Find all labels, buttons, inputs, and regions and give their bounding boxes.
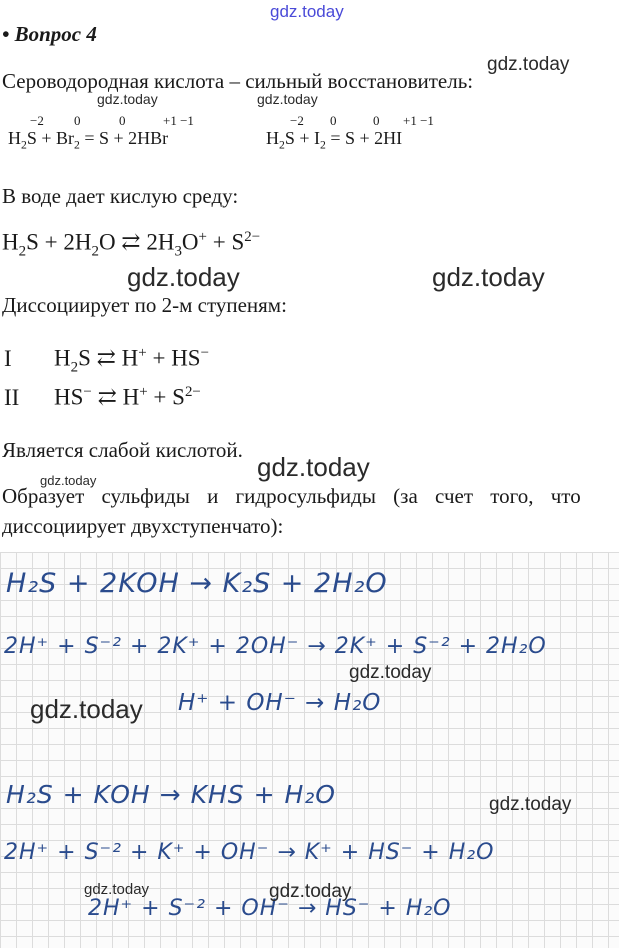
question-title: • Вопрос 4 [2, 22, 97, 46]
dissociation-step-2: II HS− ⇄ $H^+ + S^{2-}$ [4, 384, 201, 410]
text-line-1: Сероводородная кислота – сильный восстановитель: [2, 69, 474, 93]
oxidation-state: 0 [330, 113, 337, 128]
watermark-top: gdz.today [270, 2, 344, 21]
oxidation-state: −2 [290, 113, 304, 128]
handwritten-line: 2H⁺ + S⁻² + OH⁻ → HS⁻ + H₂O [88, 896, 452, 921]
watermark: gdz.today [349, 662, 432, 683]
handwritten-line: 2H⁺ + S⁻² + 2K⁺ + 2OH⁻ → 2K⁺ + S⁻² + 2H₂O [4, 634, 547, 659]
oxidation-state: 0 [373, 113, 380, 128]
handwritten-line: H₂S + KOH → KHS + H₂O [6, 780, 336, 809]
watermark: gdz.today [487, 54, 570, 75]
handwritten-line: H₂S + 2KOH → K₂S + 2H₂O [6, 568, 388, 599]
watermark: gdz.today [40, 473, 97, 488]
equation-h2s-br2: $H_2S + Br_2 = S + 2HBr$ [8, 128, 169, 152]
oxidation-state: +1 −1 [163, 113, 194, 128]
watermark: gdz.today [269, 881, 352, 902]
dissociation-step-1: I $H_2S$ ⇄ H+ + HS− [4, 345, 210, 376]
equation-h2s-i2: $H_2S + I_2 = S + 2HI$ [266, 128, 403, 152]
oxidation-state: 0 [119, 113, 126, 128]
watermark: gdz.today [257, 91, 318, 107]
watermark: gdz.today [127, 262, 240, 292]
text-line-3: Диссоциирует по 2-м ступеням: [2, 293, 287, 317]
text-line-6: диссоциирует двухступенчато): [2, 514, 284, 538]
text-line-2: В воде дает кислую среду: [2, 184, 239, 208]
watermark: gdz.today [97, 91, 158, 107]
handwritten-line: 2H⁺ + S⁻² + K⁺ + OH⁻ → K⁺ + HS⁻ + H₂O [4, 840, 495, 865]
text-line-4: Является слабой кислотой. [2, 438, 243, 462]
watermark: gdz.today [30, 694, 143, 724]
oxidation-state: +1 −1 [403, 113, 434, 128]
oxidation-state: 0 [74, 113, 81, 128]
watermark: gdz.today [257, 452, 370, 482]
watermark: gdz.today [84, 881, 150, 898]
handwritten-line: H⁺ + OH⁻ → H₂O [178, 690, 382, 716]
equation-water: $H_2S + 2H_2O$ ⇄ $2H_3O^+ + S^{2-}$ [2, 229, 261, 260]
watermark: gdz.today [432, 262, 545, 292]
watermark: gdz.today [489, 794, 572, 815]
text-line-5: Образует сульфиды и гидросульфиды (за счет того, что [2, 484, 581, 508]
oxidation-state: −2 [30, 113, 44, 128]
